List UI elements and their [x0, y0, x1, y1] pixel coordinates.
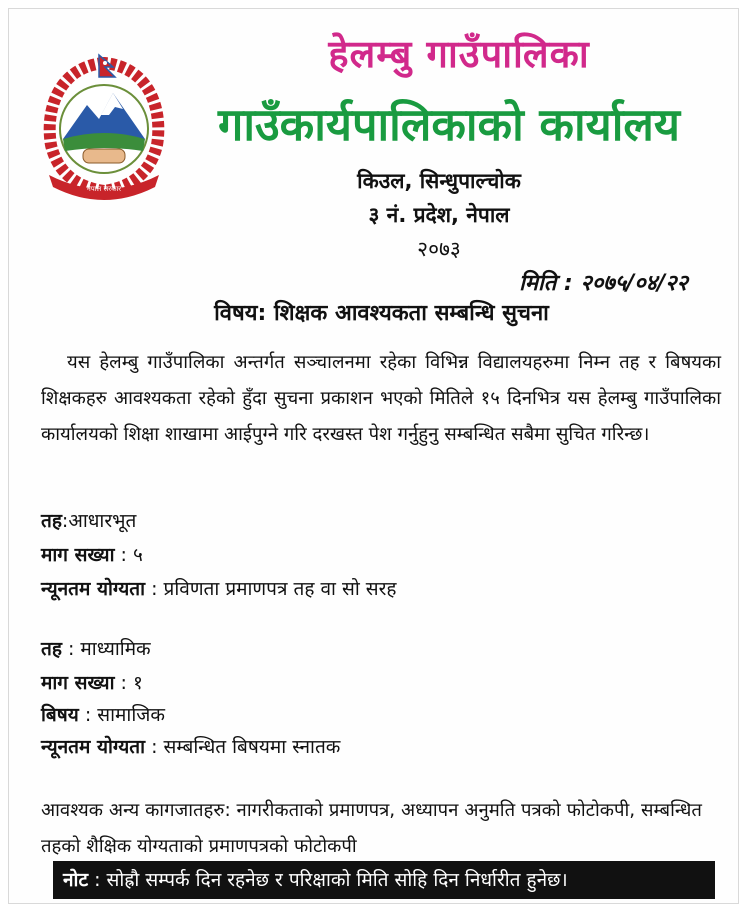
note-label: नोट — [63, 869, 89, 891]
label: तह — [41, 510, 62, 532]
block1-qualification — [41, 575, 397, 601]
block1-level — [41, 507, 136, 533]
notice-page — [8, 8, 739, 904]
block2-level — [41, 635, 151, 661]
notice-body: यस हेलम्बु गाउँपालिका अन्तर्गत सञ्चालनमा रहेका विभिन्न विद्यालयहरुमा निम्न तह र बिषयका शिक्षकहरु आवश्यकता रहेको हुँदा सुचना प्रकाशन भएको मितिले १५ दिनभित्र यस हेलम्बु गाउँपालिका कार्यालयको शिक्षा शाखामा आईपुग्ने गरि दरखस्त पेश गर्नुहुनु सम्बन्धित सबैमा सुचित गरिन्छ। — [41, 352, 721, 445]
label: न्यूनतम योग्यता — [41, 578, 146, 600]
date-label: मिति : — [519, 271, 573, 296]
address-line-2: ३ नं. प्रदेश, नेपाल — [368, 203, 510, 227]
government-emblem-icon — [39, 53, 169, 201]
value: : प्रविणता प्रमाणपत्र तह वा सो सरह — [151, 578, 397, 600]
notice-subject: विषय: शिक्षक आवश्यकता सम्बन्धि सुचना — [214, 301, 549, 326]
block2-subject — [41, 701, 165, 727]
block2-qualification — [41, 733, 340, 759]
label: न्यूनतम योग्यता — [41, 736, 146, 758]
label: माग सख्या — [41, 672, 115, 694]
value: : माध्यामिक — [67, 638, 151, 660]
label: माग सख्या — [41, 544, 115, 566]
municipality-name: हेलम्बु गाउँपालिका — [328, 32, 590, 76]
block2-demand — [41, 669, 143, 695]
label: बिषय — [41, 704, 79, 726]
note-bar — [53, 861, 715, 899]
value: : सम्बन्धित बिषयमा स्नातक — [151, 736, 341, 758]
value: : सामाजिक — [84, 704, 165, 726]
emblem-banner-text: नेपाल सरकार — [86, 185, 122, 193]
label: तह — [41, 638, 62, 660]
address-line-1: किउल, सिन्धुपाल्चोक — [357, 169, 521, 193]
date-value: २०७५/०४/२२ — [580, 271, 688, 296]
required-documents: आवश्यक अन्य कागजातहरु: नागरीकताको प्रमाणपत्र, अध्यापन अनुमति पत्रको फोटोकपी, सम्बन्धित तहको शैक्षिक योग्यताको प्रमाणपत्रको फोटोकपी — [41, 800, 702, 857]
year-line: २०७३ — [417, 237, 461, 261]
value: :आधारभूत — [61, 510, 137, 532]
office-title: गाउँकार्यपालिकाको कार्यालय — [217, 98, 681, 151]
value: : ५ — [120, 544, 143, 566]
value: : १ — [120, 672, 143, 694]
note-text: : सोह्रौ सम्पर्क दिन रहनेछ र परिक्षाको मिति सोहि दिन निर्धारीत हुनेछ। — [94, 869, 568, 891]
date-line — [519, 267, 688, 297]
block1-demand — [41, 541, 143, 567]
